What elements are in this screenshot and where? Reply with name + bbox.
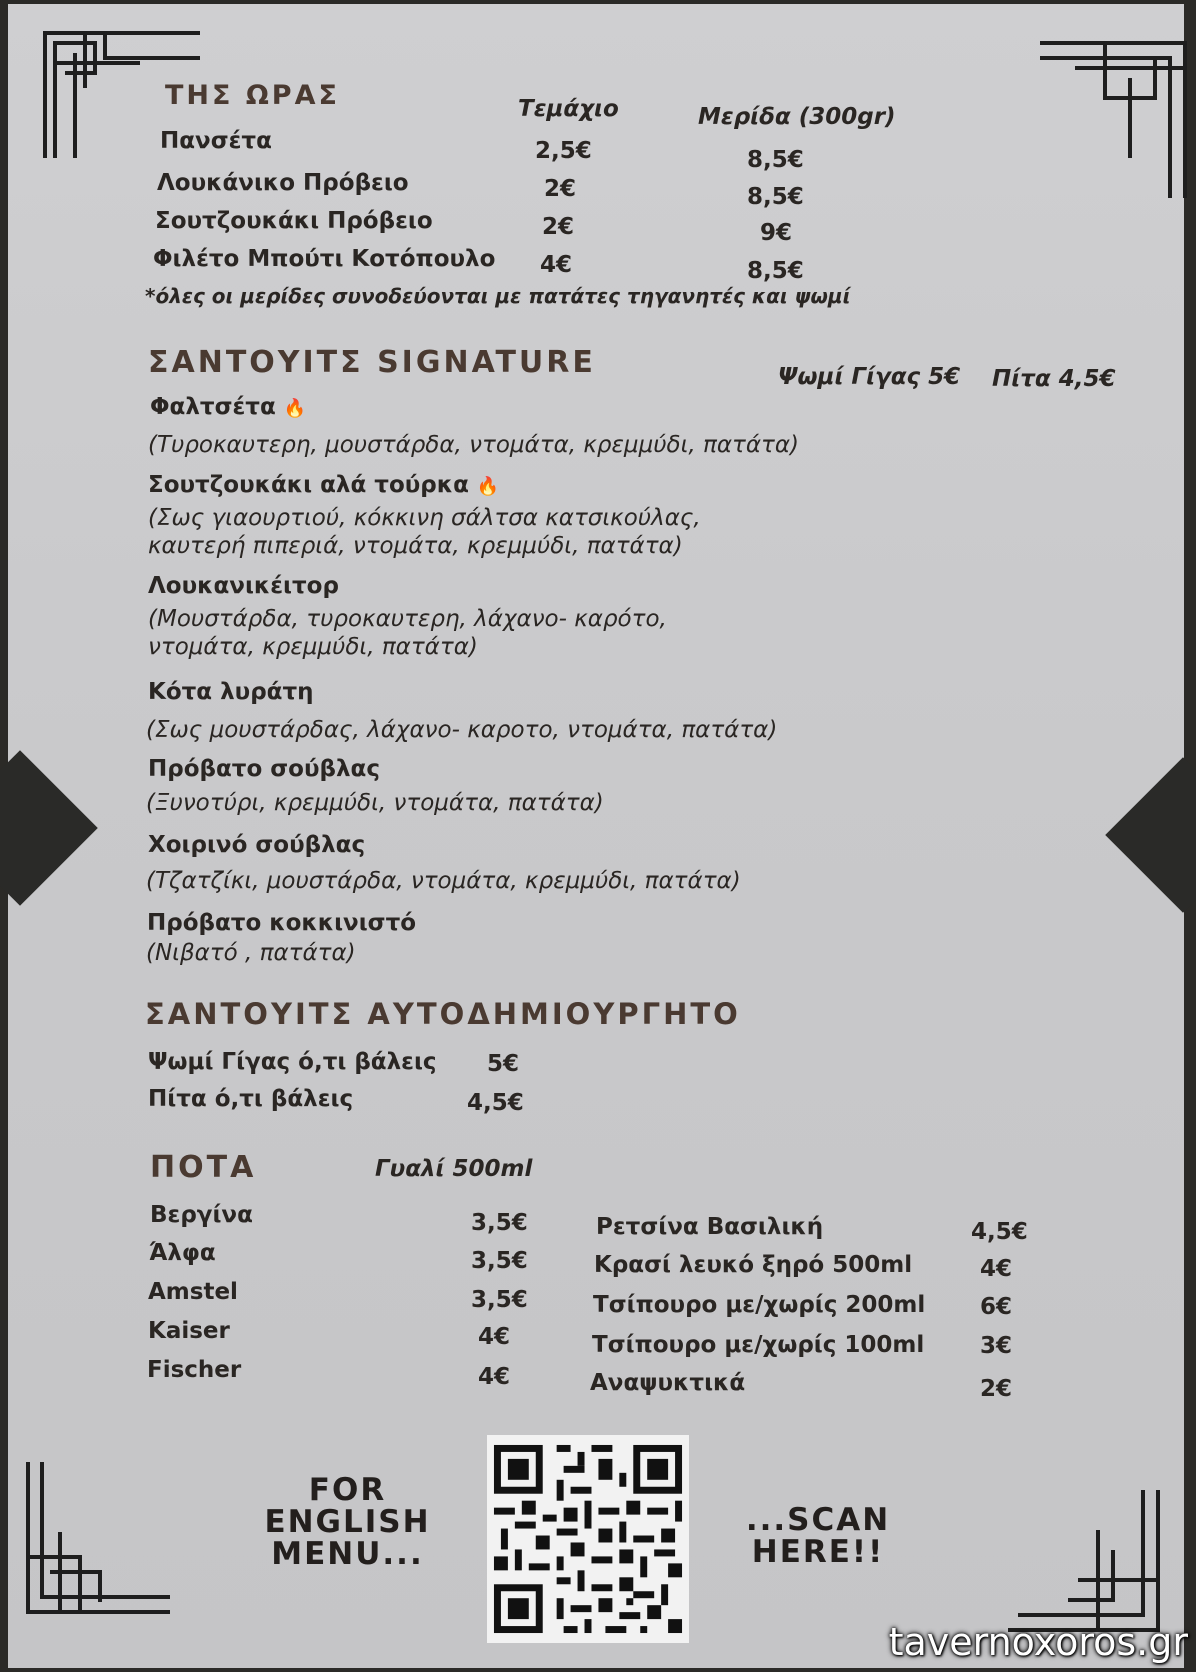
flame-icon: 🔥 [283,398,307,419]
hour-item-piece-price: 2€ [544,176,577,202]
scan-here-line: HERE!! [751,1534,885,1570]
drink-name: Αναψυκτικά [590,1370,746,1396]
flame-icon: 🔥 [476,476,500,497]
drink-name: Ρετσίνα Βασιλική [596,1214,824,1240]
signature-item-desc: (Ξυνοτύρι, κρεμμύδι, ντομάτα, πατάτα) [146,790,604,816]
signature-item-desc: (Σως μουστάρδας, λάχανο- καροτο, ντομάτα, πατάτα) [146,717,778,743]
drinks-subtitle: Γυαλί 500ml [375,1156,533,1182]
drink-name: Κρασί λευκό ξηρό 500ml [594,1252,913,1278]
signature-item-desc: ντομάτα, κρεμμύδι, πατάτα) [148,634,478,660]
signature-item-name: Λουκανικέιτορ [148,573,339,599]
drink-price: 3,5€ [471,1287,528,1313]
column-header-portion: Μερίδα (300gr) [698,104,896,130]
section-title-signature: ΣΑΝΤΟΥΙΤΣ SIGNATURE [148,345,596,380]
signature-item-desc: (Τζατζίκι, μουστάρδα, ντομάτα, κρεμμύδι, πατάτα) [146,868,741,894]
scan-here-prompt [738,1504,898,1568]
signature-price-bread: Ψωμί Γίγας 5€ [778,364,961,390]
signature-price-pita: Πίτα 4,5€ [992,366,1116,392]
custom-item-price: 4,5€ [467,1090,524,1116]
drink-price: 4€ [478,1364,511,1390]
custom-item-name: Πίτα ό,τι βάλεις [148,1086,354,1112]
hour-item-portion-price: 8,5€ [747,258,804,284]
drink-name: Άλφα [149,1240,216,1266]
signature-item-label: Σουτζουκάκι αλά τούρκα [148,472,469,498]
corner-ornament-bottom-left-icon [20,1462,180,1622]
english-menu-prompt [240,1474,455,1570]
drink-price: 4€ [980,1256,1013,1282]
hour-item-portion-price: 9€ [760,220,793,246]
drink-price: 4€ [478,1324,511,1350]
drink-price: 4,5€ [971,1219,1028,1245]
signature-item-name: Κότα λυράτη [148,679,314,705]
hour-item-piece-price: 2,5€ [535,138,592,164]
corner-ornament-top-right-icon [1035,38,1190,198]
signature-item-label: Φαλτσέτα [150,394,276,420]
english-menu-line: FOR [308,1472,387,1508]
english-menu-line: MENU... [271,1536,424,1572]
drink-name: Τσίπουρο με/χωρίς 100ml [592,1332,925,1358]
custom-item-name: Ψωμί Γίγας ό,τι βάλεις [148,1049,437,1075]
signature-item-desc: (Μουστάρδα, τυροκαυτερη, λάχανο- καρότο, [148,606,667,632]
drink-name: Βεργίνα [150,1202,253,1228]
signature-item-name: Πρόβατο κοκκινιστό [147,910,417,936]
drink-price: 6€ [980,1294,1013,1320]
hour-item-name: Λουκάνικο Πρόβειο [157,170,409,196]
drink-price: 3€ [980,1333,1013,1359]
watermark: tavernoxoros.gr [888,1620,1188,1664]
hour-item-name: Σουτζουκάκι Πρόβειο [155,208,433,234]
signature-item-name [150,394,306,420]
hour-note: *όλες οι μερίδες συνοδεύονται με πατάτες τηγανητές και ψωμί [145,284,851,308]
signature-item-desc: (Τυροκαυτερη, μουστάρδα, ντομάτα, κρεμμύδι, πατάτα) [148,432,799,458]
section-title-custom: ΣΑΝΤΟΥΙΤΣ ΑΥΤΟΔΗΜΙΟΥΡΓΗΤΟ [145,997,741,1031]
hour-item-piece-price: 2€ [542,214,575,240]
signature-item-name: Χοιρινό σούβλας [148,832,366,858]
scan-here-line: ...SCAN [745,1502,891,1538]
signature-item-desc: (Σως γιαουρτιού, κόκκινη σάλτσα κατσικούλας, [148,505,701,531]
english-menu-line: ENGLISH [264,1504,431,1540]
hour-item-name: Φιλέτο Μπούτι Κοτόπουλο [153,246,496,272]
drink-name: Amstel [148,1279,238,1305]
drink-name: Fischer [147,1357,242,1383]
hour-item-portion-price: 8,5€ [747,147,804,173]
column-header-piece: Τεμάχιο [518,96,619,122]
signature-item-name: Πρόβατο σούβλας [148,756,380,782]
drink-price: 3,5€ [471,1210,528,1236]
hour-item-name: Πανσέτα [160,128,272,154]
signature-item-name [148,472,499,498]
drink-name: Τσίπουρο με/χωρίς 200ml [593,1292,926,1318]
qr-code-icon[interactable] [487,1435,689,1643]
drink-price: 2€ [980,1376,1013,1402]
signature-item-desc: καυτερή πιπεριά, ντομάτα, κρεμμύδι, πατάτα) [148,533,683,559]
drink-name: Kaiser [148,1318,230,1344]
section-title-hour: ΤΗΣ ΩΡΑΣ [165,80,340,111]
section-title-drinks: ΠΟΤΑ [150,1150,257,1185]
custom-item-price: 5€ [487,1051,520,1077]
corner-ornament-bottom-right-icon [1008,1490,1178,1640]
signature-item-desc: (Νιβατό , πατάτα) [146,940,356,966]
drink-price: 3,5€ [471,1248,528,1274]
hour-item-piece-price: 4€ [540,252,573,278]
hour-item-portion-price: 8,5€ [747,184,804,210]
